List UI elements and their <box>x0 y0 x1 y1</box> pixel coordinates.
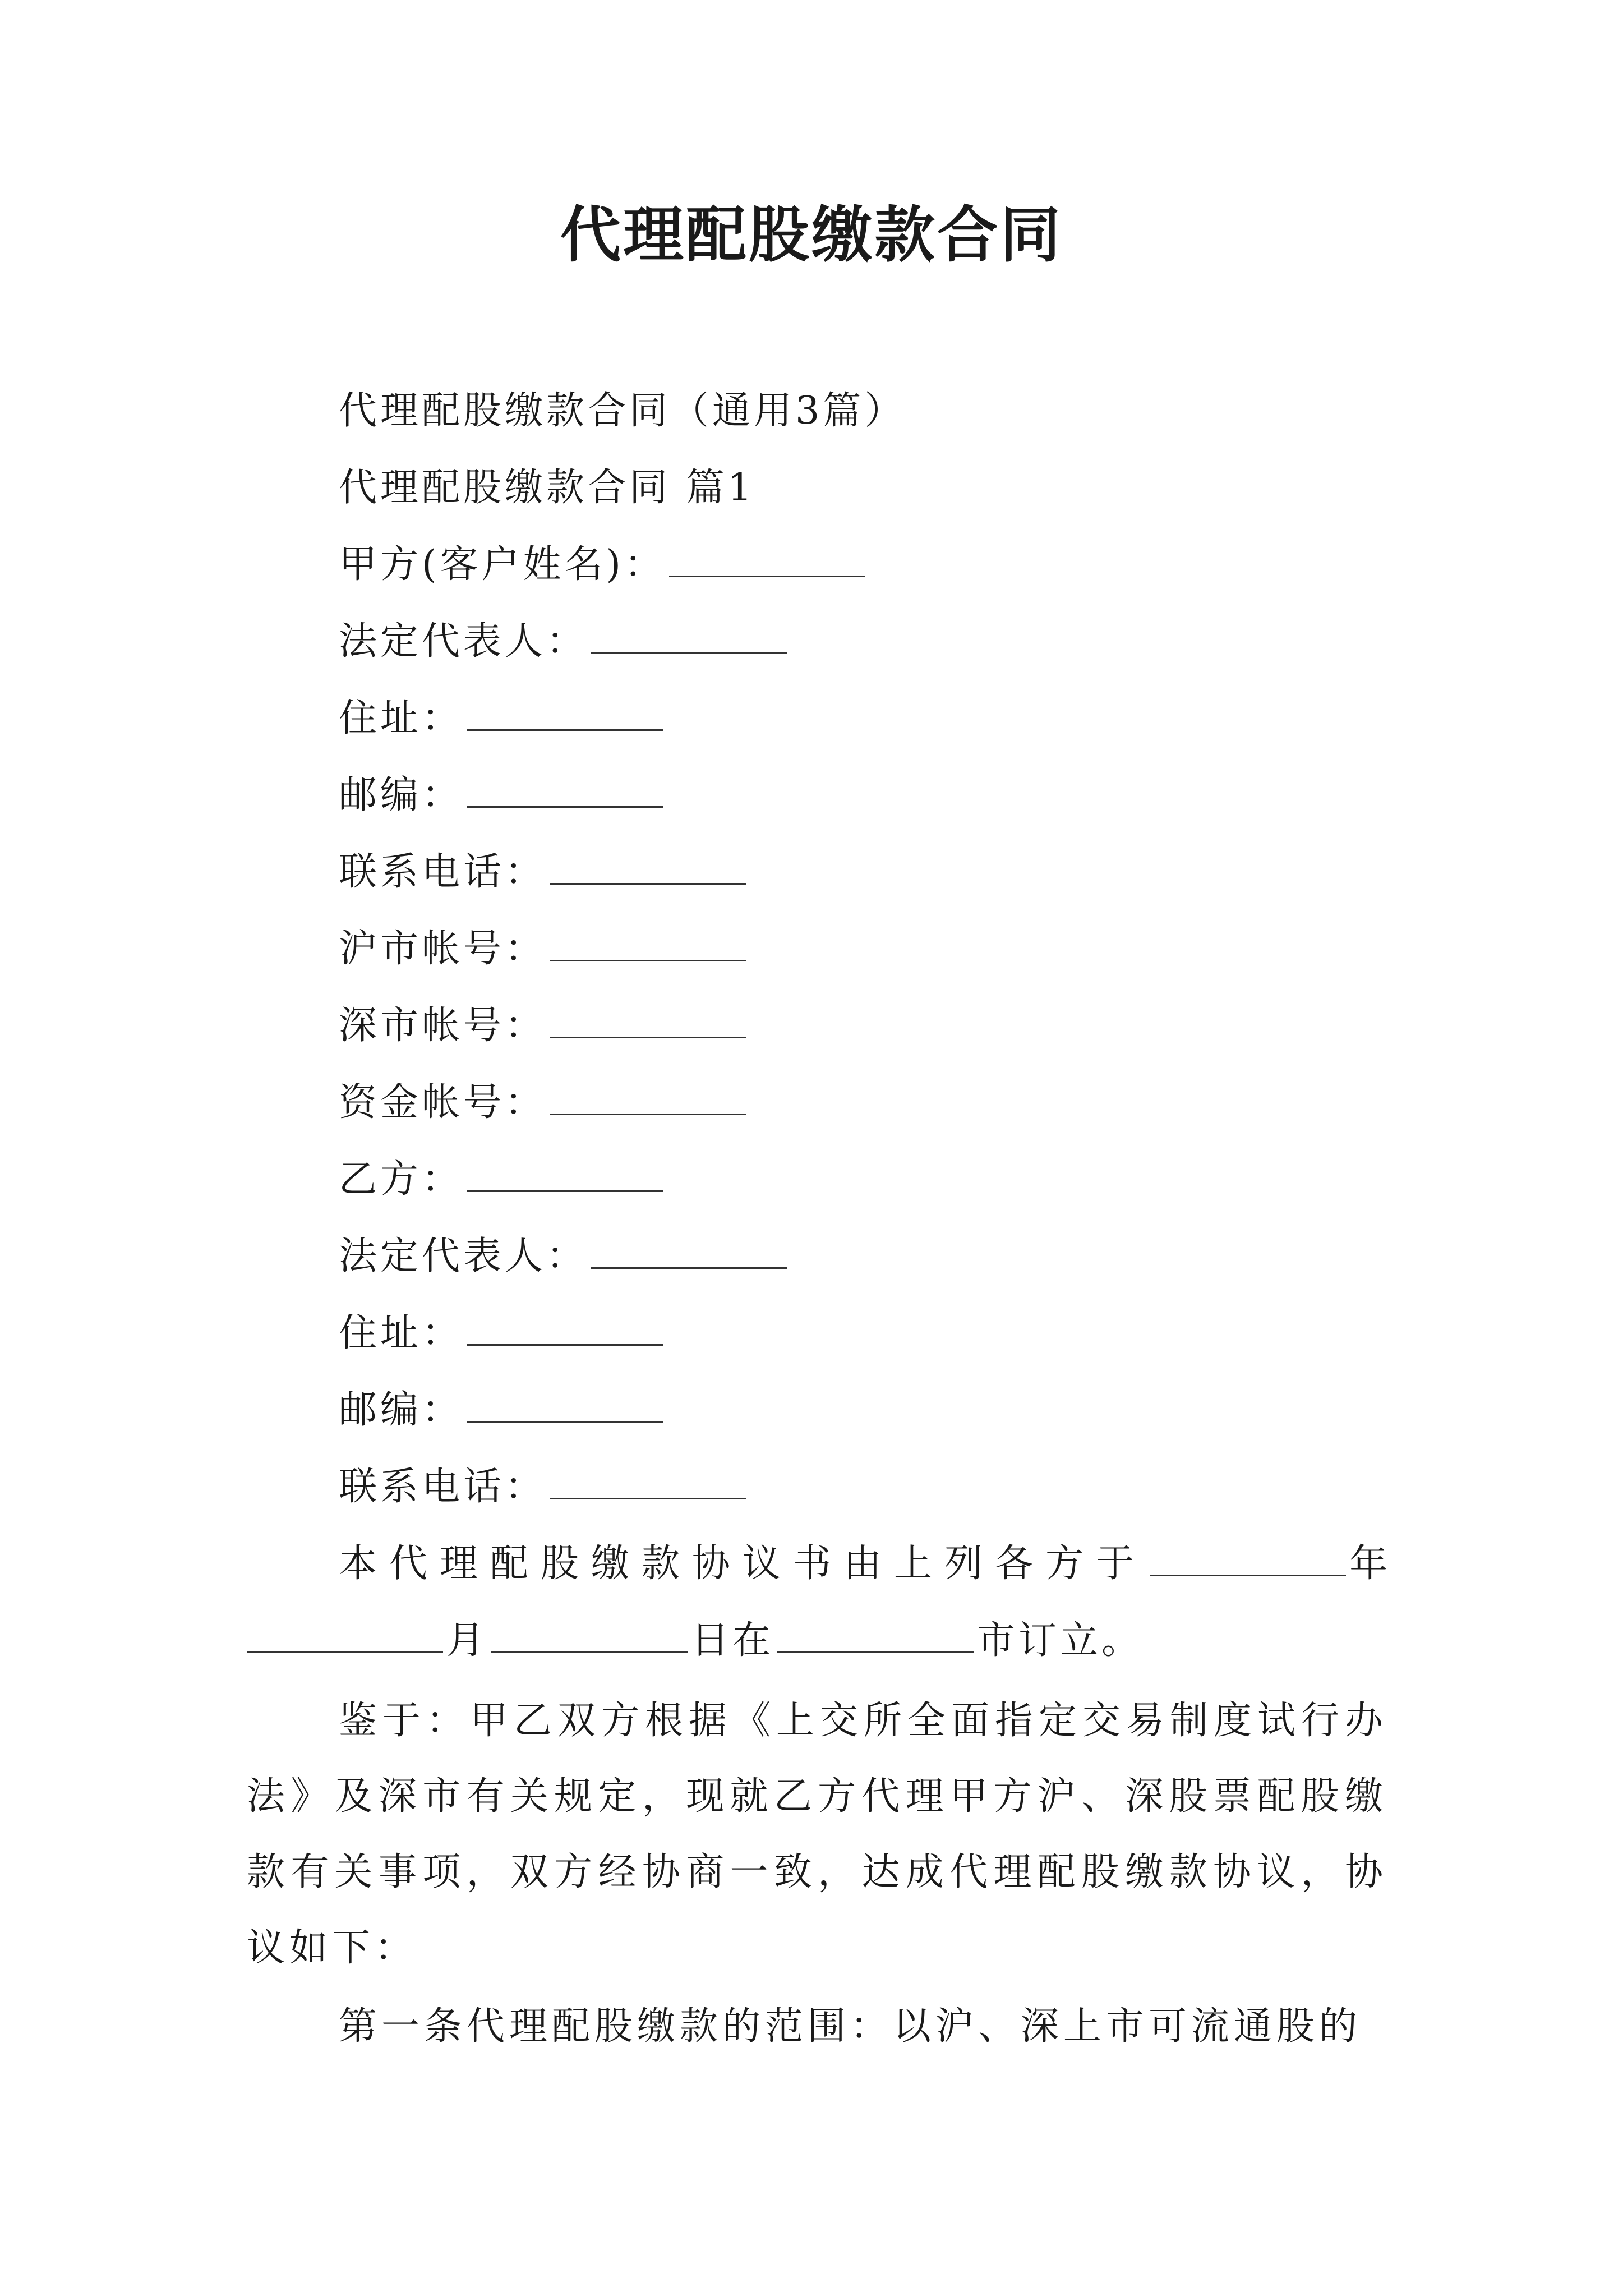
party-b-name-label: 乙方： <box>339 1157 464 1202</box>
signing-month-blank <box>247 1618 443 1653</box>
whereas-paragraph: 鉴于：甲乙双方根据《上交所全面指定交易制度试行办法》及深市有关规定，现就乙方代理甲方沪、深股票配股缴款有关事项，双方经协商一致，达成代理配股缴款协议，协议如下： <box>247 1699 1387 1970</box>
party-a-phone-label: 联系电话： <box>339 850 547 894</box>
party-a-name-label: 甲方(客户姓名)： <box>339 542 666 587</box>
party-a-postcode-field <box>339 770 666 821</box>
party-b-rep-label: 法定代表人： <box>339 1234 588 1278</box>
signing-year-blank <box>1150 1541 1346 1576</box>
party-b-phone-blank <box>550 1464 746 1499</box>
signing-day-blank <box>491 1618 688 1653</box>
signing-line-1 <box>339 1539 1387 1589</box>
party-a-sh-account-blank <box>550 926 746 961</box>
party-a-sh-account-field <box>339 924 749 974</box>
party-b-address-field <box>339 1308 666 1359</box>
party-a-phone-blank <box>550 849 746 885</box>
party-b-name-field <box>339 1154 666 1205</box>
party-a-postcode-label: 邮编： <box>339 773 464 817</box>
party-a-rep-label: 法定代表人： <box>339 619 588 664</box>
party-b-address-blank <box>467 1310 663 1346</box>
signing-city-blank <box>777 1618 974 1653</box>
party-a-rep-blank <box>591 619 787 654</box>
party-a-sz-account-blank <box>550 1003 746 1038</box>
party-a-sz-account-field <box>339 1001 749 1051</box>
signing-year: 年 <box>1349 1542 1387 1586</box>
party-b-address-label: 住址： <box>339 1311 464 1355</box>
signing-line-2 <box>247 1616 1143 1666</box>
party-a-sz-account-label: 深市帐号： <box>339 1004 547 1048</box>
document-title: 代理配股缴款合同 <box>560 200 1063 270</box>
party-a-fund-account-label: 资金帐号： <box>339 1080 547 1125</box>
signing-month: 月 <box>446 1618 488 1663</box>
section-heading: 代理配股缴款合同 篇1 <box>339 466 755 510</box>
signing-prefix: 本代理配股缴款协议书由上列各方于 <box>339 1542 1147 1586</box>
article-1-paragraph: 第一条代理配股缴款的范围：以沪、深上市可流通股的 <box>339 2004 1362 2049</box>
party-a-phone-field <box>339 847 749 898</box>
party-b-rep-blank <box>591 1234 787 1269</box>
signing-city-suffix: 市订立。 <box>977 1618 1144 1663</box>
party-b-phone-field <box>339 1462 749 1512</box>
party-a-address-label: 住址： <box>339 696 464 740</box>
party-a-address-blank <box>467 696 663 731</box>
party-a-rep-field <box>339 616 791 667</box>
party-b-postcode-blank <box>467 1387 663 1423</box>
party-a-sh-account-label: 沪市帐号： <box>339 927 547 971</box>
party-a-fund-account-field <box>339 1078 749 1128</box>
party-a-address-field <box>339 693 666 744</box>
party-b-phone-label: 联系电话： <box>339 1465 547 1509</box>
party-b-name-blank <box>467 1157 663 1192</box>
party-a-name-blank <box>669 542 865 577</box>
party-a-name-field <box>339 540 869 590</box>
signing-day-at: 日在 <box>691 1618 774 1663</box>
party-b-rep-field <box>339 1231 791 1282</box>
party-a-fund-account-blank <box>550 1080 746 1115</box>
party-b-postcode-field <box>339 1385 666 1435</box>
document-subtitle: 代理配股缴款合同（通用3篇） <box>339 389 906 433</box>
party-b-postcode-label: 邮编： <box>339 1388 464 1432</box>
party-a-postcode-blank <box>467 772 663 808</box>
